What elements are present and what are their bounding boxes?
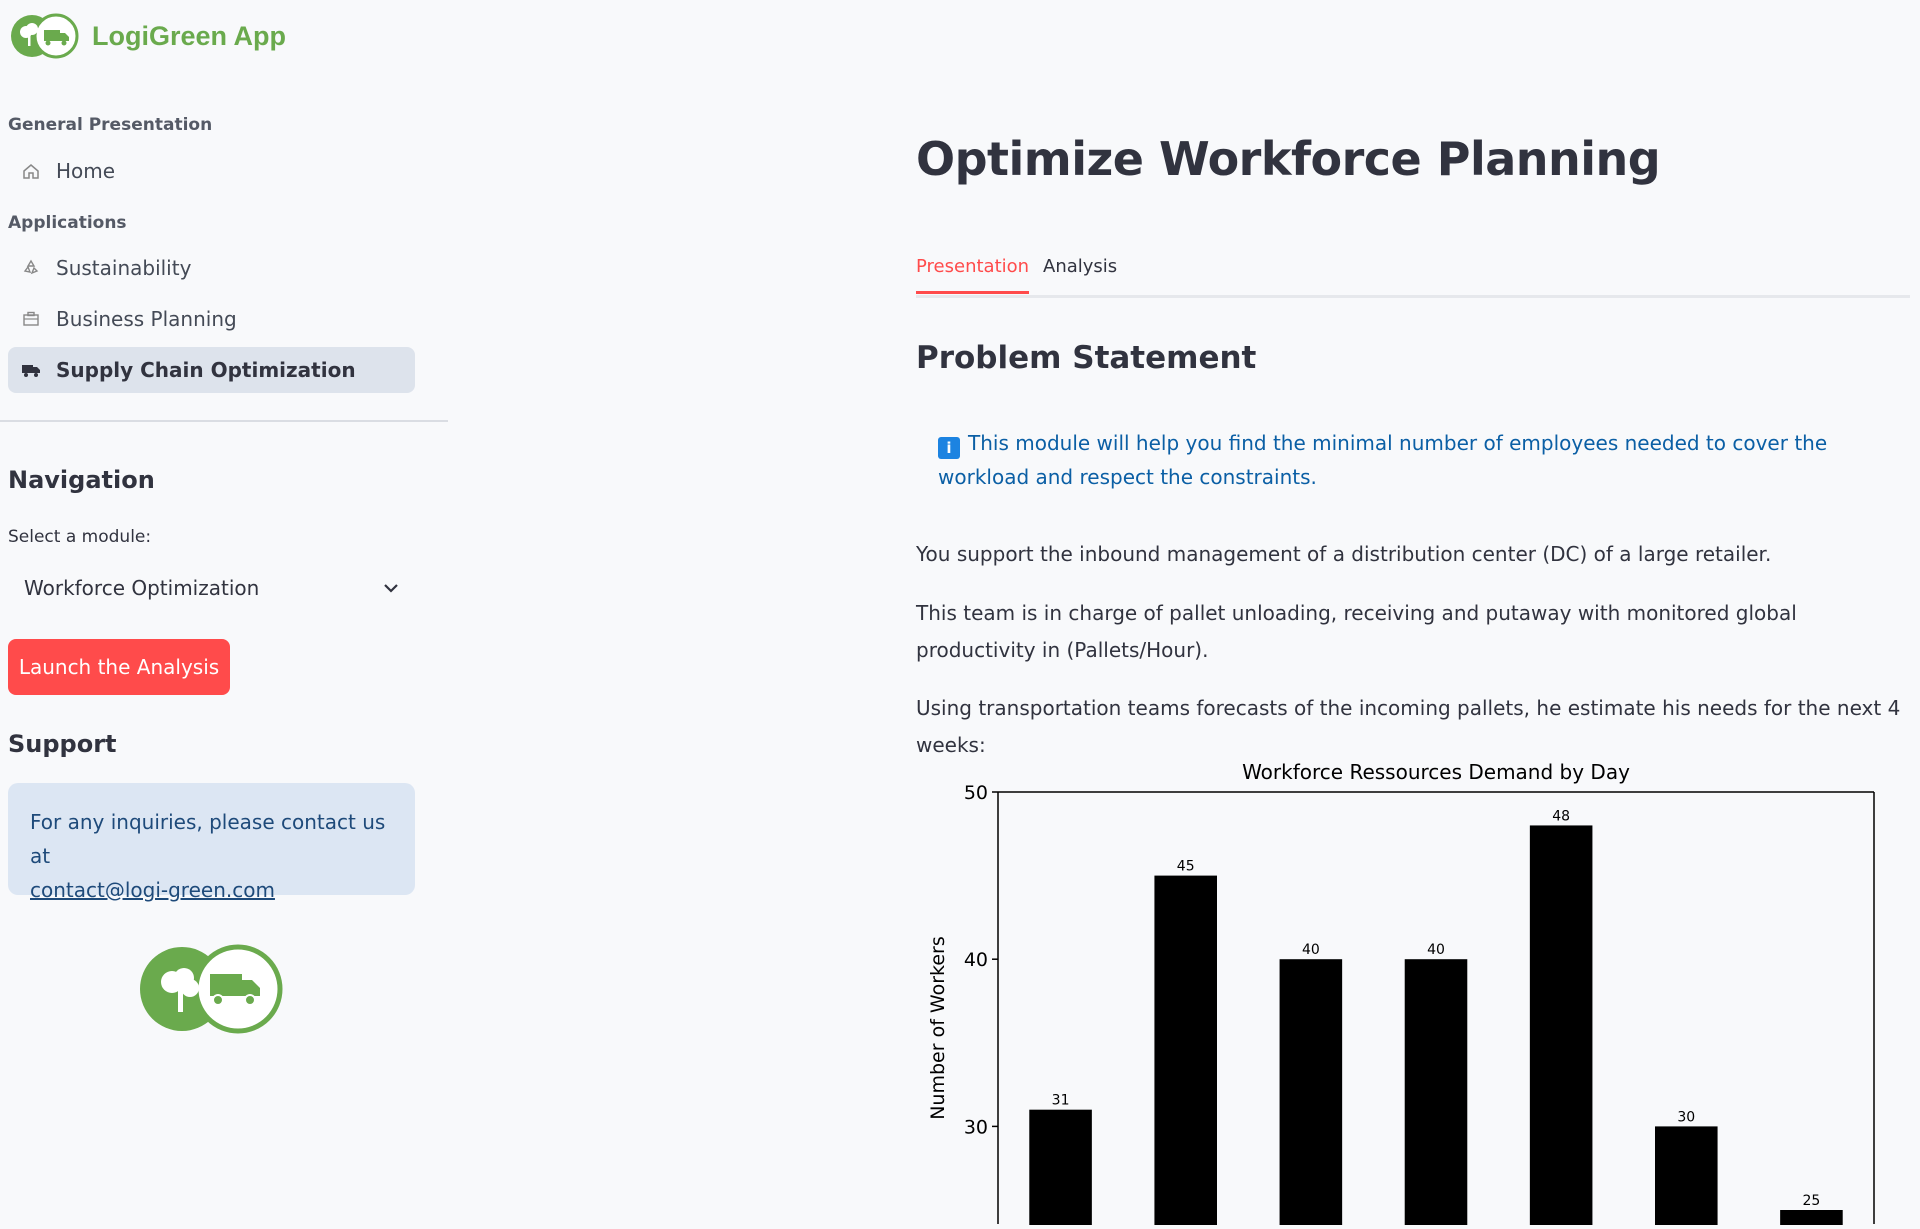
sidebar-item-sustainability[interactable] [8,245,415,291]
y-tick-label: 50 [963,782,988,804]
support-heading: Support [8,730,117,758]
bar-value-label: 25 [1802,1193,1821,1209]
tab-presentation[interactable]: Presentation [916,256,1029,294]
paragraph-3: Using transportation teams forecasts of the incoming pallets, he estimate his needs for the next 4 weeks: [916,696,1901,757]
home-icon [20,160,42,182]
logigreen-logo-icon [10,12,80,60]
launch-analysis-button[interactable]: Launch the Analysis [8,639,230,695]
page-title: Optimize Workforce Planning [916,132,1661,186]
workforce-demand-chart [916,750,1910,1225]
bar [1530,825,1593,1225]
y-axis-label: Number of Workers [927,936,949,1120]
info-icon: i [938,437,960,459]
bar-value-label: 31 [1051,1092,1070,1109]
tab-analysis[interactable]: Analysis [1043,256,1118,277]
y-tick-label: 30 [963,1116,988,1139]
chevron-down-icon [383,583,399,593]
sidebar-item-label: Business Planning [56,307,237,331]
support-email-link[interactable]: contact@logi-green.com [30,878,275,902]
bar [1029,1110,1092,1225]
sidebar-item-label: Home [56,159,116,183]
bar-value-label: 40 [1301,942,1320,959]
y-tick-label: 40 [963,949,988,972]
bar-value-label: 30 [1677,1109,1696,1126]
truck-icon [20,359,42,381]
sidebar-item-business-planning[interactable] [8,296,415,342]
paragraph-1: You support the inbound management of a distribution center (DC) of a large retailer. [916,542,1772,566]
sidebar-item-home[interactable] [8,148,415,194]
support-text: For any inquiries, please contact us at [30,810,386,868]
paragraph-2: This team is in charge of pallet unloading, receiving and putaway with monitored global productivity in (Pallets/Hour). [916,601,1797,662]
bar [1780,1210,1843,1225]
chart-container [916,750,1910,1225]
module-select-value: Workforce Optimization [24,576,260,600]
module-select[interactable] [8,566,415,610]
section-title: Problem Statement [916,340,1257,376]
logigreen-bottom-logo-icon [138,944,284,1034]
sidebar-divider [0,420,448,422]
sidebar [0,0,448,1225]
bar-value-label: 48 [1552,808,1571,825]
main-content [916,0,1911,1225]
module-select-label: Select a module: [8,527,152,547]
briefcase-icon [20,308,42,330]
info-box [916,404,1910,504]
bar [1154,876,1217,1225]
bar-value-label: 45 [1176,858,1195,875]
sidebar-item-label: Sustainability [56,256,192,280]
bar-value-label: 40 [1427,942,1445,959]
bar [1405,959,1468,1225]
app-title: LogiGreen App [92,20,286,51]
sidebar-item-supply-chain-optimization[interactable] [8,347,415,393]
applications-label: Applications [8,213,127,233]
recycle-icon [20,257,42,279]
navigation-heading: Navigation [8,466,155,494]
tab-bar [916,252,1910,298]
bar [1655,1126,1718,1225]
bar [1280,959,1343,1225]
chart-title: Workforce Ressources Demand by Day [1242,760,1630,784]
app-logo-row[interactable] [10,12,286,60]
general-presentation-label: General Presentation [8,115,213,135]
info-text: This module will help you find the minimal number of employees needed to cover the workload and respect the constraints. [938,431,1828,489]
sidebar-item-label: Supply Chain Optimization [56,358,356,382]
support-box [8,783,415,902]
